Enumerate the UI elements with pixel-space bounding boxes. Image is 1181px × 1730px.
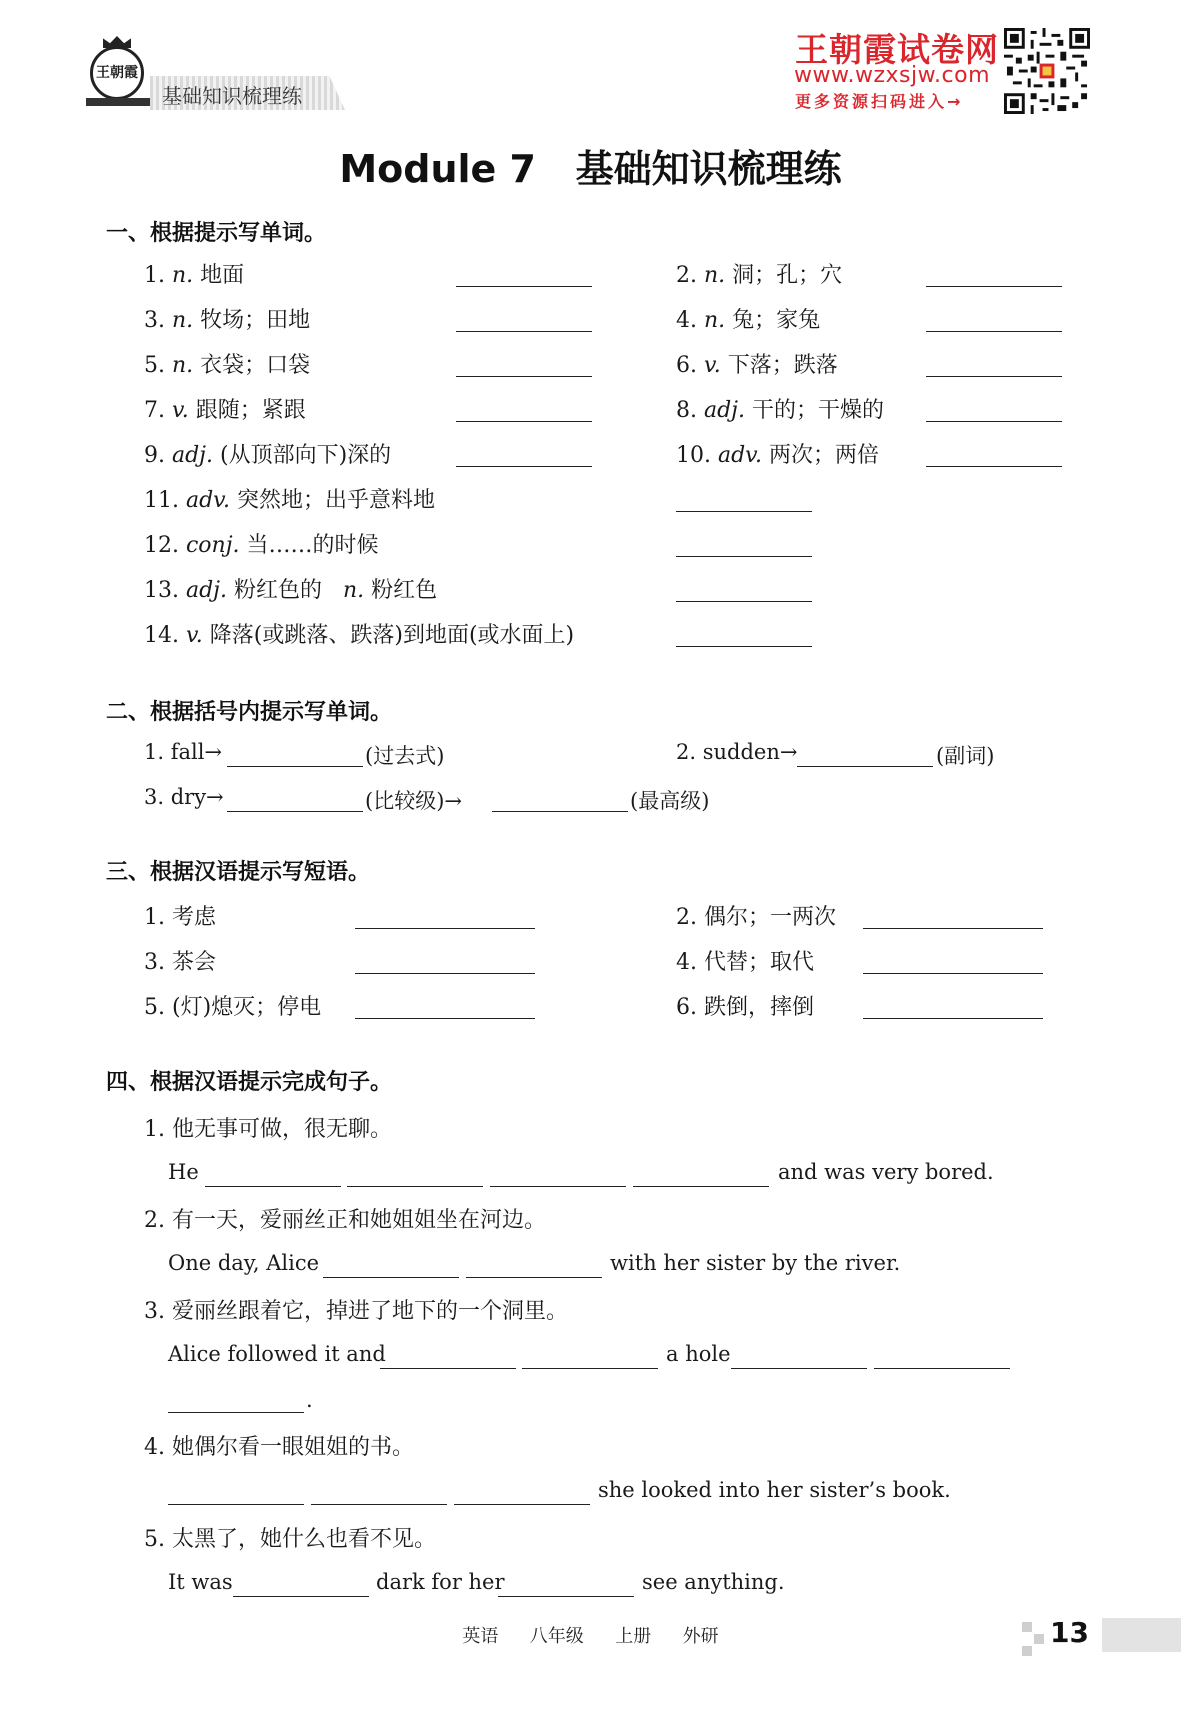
- s4-q5-blank-2[interactable]: [498, 1596, 634, 1597]
- s1-answer-blank[interactable]: [676, 601, 812, 602]
- s3-blank-2[interactable]: [863, 928, 1043, 929]
- s1-item: [144, 303, 310, 334]
- s1-item-number: 8.: [676, 398, 704, 423]
- s2-q1-hint: (过去式): [365, 744, 445, 768]
- s4-q3-blank-2[interactable]: [522, 1368, 658, 1369]
- section-2-heading: 二、根据括号内提示写单词。: [106, 700, 393, 725]
- s1-item-part-of-speech: v.: [185, 623, 210, 648]
- s1-item-number: 12.: [144, 533, 186, 558]
- s2-q3-blank-1[interactable]: [227, 811, 363, 812]
- s1-item-number: 2.: [676, 263, 704, 288]
- s1-item-meaning: 粉红色的: [234, 578, 323, 603]
- footer-square: [1022, 1622, 1032, 1632]
- logo: [90, 40, 148, 106]
- s4-q3-mid: a hole: [666, 1342, 731, 1366]
- s4-q1-blank-1[interactable]: [205, 1186, 341, 1187]
- s1-item: [676, 258, 842, 289]
- s4-q5-start: It was: [168, 1570, 233, 1594]
- s1-answer-blank[interactable]: [926, 331, 1062, 332]
- s1-answer-blank[interactable]: [456, 466, 592, 467]
- s4-q2-blank-2[interactable]: [466, 1277, 602, 1278]
- s4-q2-blank-1[interactable]: [323, 1277, 459, 1278]
- s1-item-number: 5.: [144, 353, 172, 378]
- s4-q2-chinese: 2. 有一天，爱丽丝正和她姐姐坐在河边。: [144, 1208, 546, 1233]
- s1-item-meaning: 降落(或跳落、跌落)到地面(或水面上): [209, 623, 575, 648]
- s2-q2-blank[interactable]: [797, 766, 933, 767]
- s4-q1-blank-2[interactable]: [347, 1186, 483, 1187]
- s4-q5-chinese: 5. 太黑了，她什么也看不见。: [144, 1527, 436, 1552]
- s4-q4-end: she looked into her sister’s book.: [598, 1478, 951, 1502]
- s1-answer-blank[interactable]: [926, 421, 1062, 422]
- s4-q3-end: .: [306, 1388, 313, 1412]
- s4-q1-start: He: [168, 1160, 199, 1184]
- s1-item: [676, 303, 820, 334]
- s1-item-meaning: 衣袋；口袋: [200, 353, 311, 378]
- s3-blank-4[interactable]: [863, 973, 1043, 974]
- s1-item-part-of-speech: n.: [703, 308, 733, 333]
- s1-answer-blank[interactable]: [676, 511, 812, 512]
- s3-item-1: 1. 考虑: [144, 905, 216, 930]
- s3-item-3: 3. 茶会: [144, 950, 216, 975]
- s1-item: [144, 348, 310, 379]
- s4-q1-blank-4[interactable]: [633, 1186, 769, 1187]
- s1-item: [676, 348, 838, 379]
- s1-item-part-of-speech: n.: [171, 353, 201, 378]
- s4-q4-blank-1[interactable]: [168, 1504, 304, 1505]
- s1-item-meaning: 粉红色: [371, 578, 438, 603]
- s1-item-part-of-speech: adv.: [717, 443, 769, 468]
- s4-q5-end: see anything.: [642, 1570, 785, 1594]
- s3-item-2: 2. 偶尔；一两次: [676, 905, 836, 930]
- section-1-heading: 一、根据提示写单词。: [106, 221, 327, 246]
- s1-answer-blank[interactable]: [926, 466, 1062, 467]
- s1-item: [144, 258, 244, 289]
- s1-item-part-of-speech: n.: [171, 308, 201, 333]
- logo-emblem: 王朝霞: [90, 46, 144, 100]
- s1-item-part-of-speech: adj.: [171, 443, 220, 468]
- s4-q1-end: and was very bored.: [778, 1160, 994, 1184]
- s4-q3-start: Alice followed it and: [168, 1342, 386, 1366]
- s1-item-meaning: 牧场；田地: [200, 308, 311, 333]
- s1-item-number: 3.: [144, 308, 172, 333]
- s4-q1-chinese: 1. 他无事可做，很无聊。: [144, 1117, 392, 1142]
- s2-q1-blank[interactable]: [227, 766, 363, 767]
- page-title: Module 7 基础知识梳理练: [339, 147, 842, 191]
- s3-item-5: 5. (灯)熄灭；停电: [144, 995, 322, 1020]
- s1-item: [676, 393, 884, 424]
- s2-q2-prefix: 2. sudden→: [676, 740, 798, 764]
- s1-item-part-of-speech: n.: [703, 263, 733, 288]
- s4-q4-chinese: 4. 她偶尔看一眼姐姐的书。: [144, 1435, 414, 1460]
- s3-blank-1[interactable]: [355, 928, 535, 929]
- s4-q3-chinese: 3. 爱丽丝跟着它，掉进了地下的一个洞里。: [144, 1299, 568, 1324]
- s1-item-number: 14.: [144, 623, 186, 648]
- s1-item: [144, 438, 391, 469]
- s1-item: [676, 438, 879, 469]
- s4-q3-blank-3[interactable]: [731, 1368, 867, 1369]
- s2-q3-mid: (比较级)→: [365, 789, 462, 813]
- s1-answer-blank[interactable]: [926, 376, 1062, 377]
- s1-item-number: 1.: [144, 263, 172, 288]
- brand-url[interactable]: www.wzxsjw.com: [794, 63, 991, 88]
- s1-item-meaning: 干的；干燥的: [752, 398, 885, 423]
- s2-q3-hint: (最高级): [630, 789, 710, 813]
- s1-item-meaning: 当……的时候: [246, 533, 379, 558]
- s1-item-number: 4.: [676, 308, 704, 333]
- s1-item-part-of-speech: n.: [171, 263, 201, 288]
- s4-q3-blank-5[interactable]: [168, 1412, 304, 1413]
- s4-q2-start: One day, Alice: [168, 1251, 320, 1275]
- qr-code-icon[interactable]: [1004, 28, 1090, 114]
- s1-item-number: 9.: [144, 443, 172, 468]
- s4-q2-end: with her sister by the river.: [610, 1251, 901, 1275]
- brand-tag: 更多资源扫码进入→: [795, 92, 964, 111]
- s1-item-meaning: 突然地；出乎意料地: [237, 488, 436, 513]
- s1-item: [144, 618, 574, 649]
- s1-item: [144, 528, 379, 559]
- s1-item: [144, 483, 435, 514]
- s1-item-part-of-speech: v.: [703, 353, 728, 378]
- s1-item-part-of-speech: adv.: [185, 488, 237, 513]
- s4-q3-blank-1[interactable]: [380, 1368, 516, 1369]
- s4-q1-blank-3[interactable]: [490, 1186, 626, 1187]
- s1-item-meaning: 跟随；紧跟: [195, 398, 306, 423]
- s1-answer-blank[interactable]: [676, 556, 812, 557]
- s3-blank-5[interactable]: [355, 1018, 535, 1019]
- s3-blank-6[interactable]: [863, 1018, 1043, 1019]
- s1-answer-blank[interactable]: [456, 286, 592, 287]
- footer-text: 英语 八年级 上册 外研: [462, 1626, 719, 1647]
- s1-item-part-of-speech: conj.: [185, 533, 247, 558]
- s1-item-meaning: (从顶部向下)深的: [220, 443, 392, 468]
- s3-item-4: 4. 代替；取代: [676, 950, 814, 975]
- s1-answer-blank[interactable]: [926, 286, 1062, 287]
- s2-q1-prefix: 1. fall→: [144, 740, 223, 764]
- s2-q3-prefix: 3. dry→: [144, 785, 224, 809]
- s2-q2-hint: (副词): [936, 744, 995, 768]
- s1-item-number: 13.: [144, 578, 186, 603]
- s1-item-meaning: 两次；两倍: [769, 443, 880, 468]
- s1-item-part-of-speech: n.: [322, 578, 372, 603]
- s1-item-meaning: 兔；家兔: [732, 308, 821, 333]
- s1-answer-blank[interactable]: [456, 421, 592, 422]
- s3-item-6: 6. 跌倒，摔倒: [676, 995, 814, 1020]
- s3-blank-3[interactable]: [355, 973, 535, 974]
- s1-item-part-of-speech: v.: [171, 398, 196, 423]
- s1-answer-blank[interactable]: [456, 331, 592, 332]
- s1-answer-blank[interactable]: [456, 376, 592, 377]
- header-label: 基础知识梳理练: [162, 84, 302, 108]
- s1-item-number: 11.: [144, 488, 186, 513]
- s2-q3-blank-2[interactable]: [492, 811, 628, 812]
- s1-item-meaning: 洞；孔；穴: [732, 263, 843, 288]
- section-3-heading: 三、根据汉语提示写短语。: [106, 860, 371, 885]
- brand-title: 王朝霞试卷网: [795, 30, 999, 69]
- s1-item-meaning: 地面: [200, 263, 245, 288]
- s1-item-number: 6.: [676, 353, 704, 378]
- s4-q3-blank-4[interactable]: [874, 1368, 1010, 1369]
- s1-item: [144, 393, 306, 424]
- footer-square: [1022, 1646, 1032, 1656]
- s4-q4-blank-2[interactable]: [311, 1504, 447, 1505]
- s4-q4-blank-3[interactable]: [454, 1504, 590, 1505]
- s1-item-number: 10.: [676, 443, 718, 468]
- s4-q5-blank-1[interactable]: [233, 1596, 369, 1597]
- s1-answer-blank[interactable]: [676, 646, 812, 647]
- s1-item-part-of-speech: adj.: [185, 578, 234, 603]
- logo-ribbon: [86, 98, 150, 106]
- s1-item: [144, 573, 437, 604]
- footer-square: [1034, 1634, 1044, 1644]
- s1-item-meaning: 下落；跌落: [727, 353, 838, 378]
- s1-item-part-of-speech: adj.: [703, 398, 752, 423]
- s1-item-number: 7.: [144, 398, 172, 423]
- section-4-heading: 四、根据汉语提示完成句子。: [106, 1070, 393, 1095]
- page-number: 13: [1050, 1616, 1089, 1649]
- s4-q5-mid: dark for her: [376, 1570, 505, 1594]
